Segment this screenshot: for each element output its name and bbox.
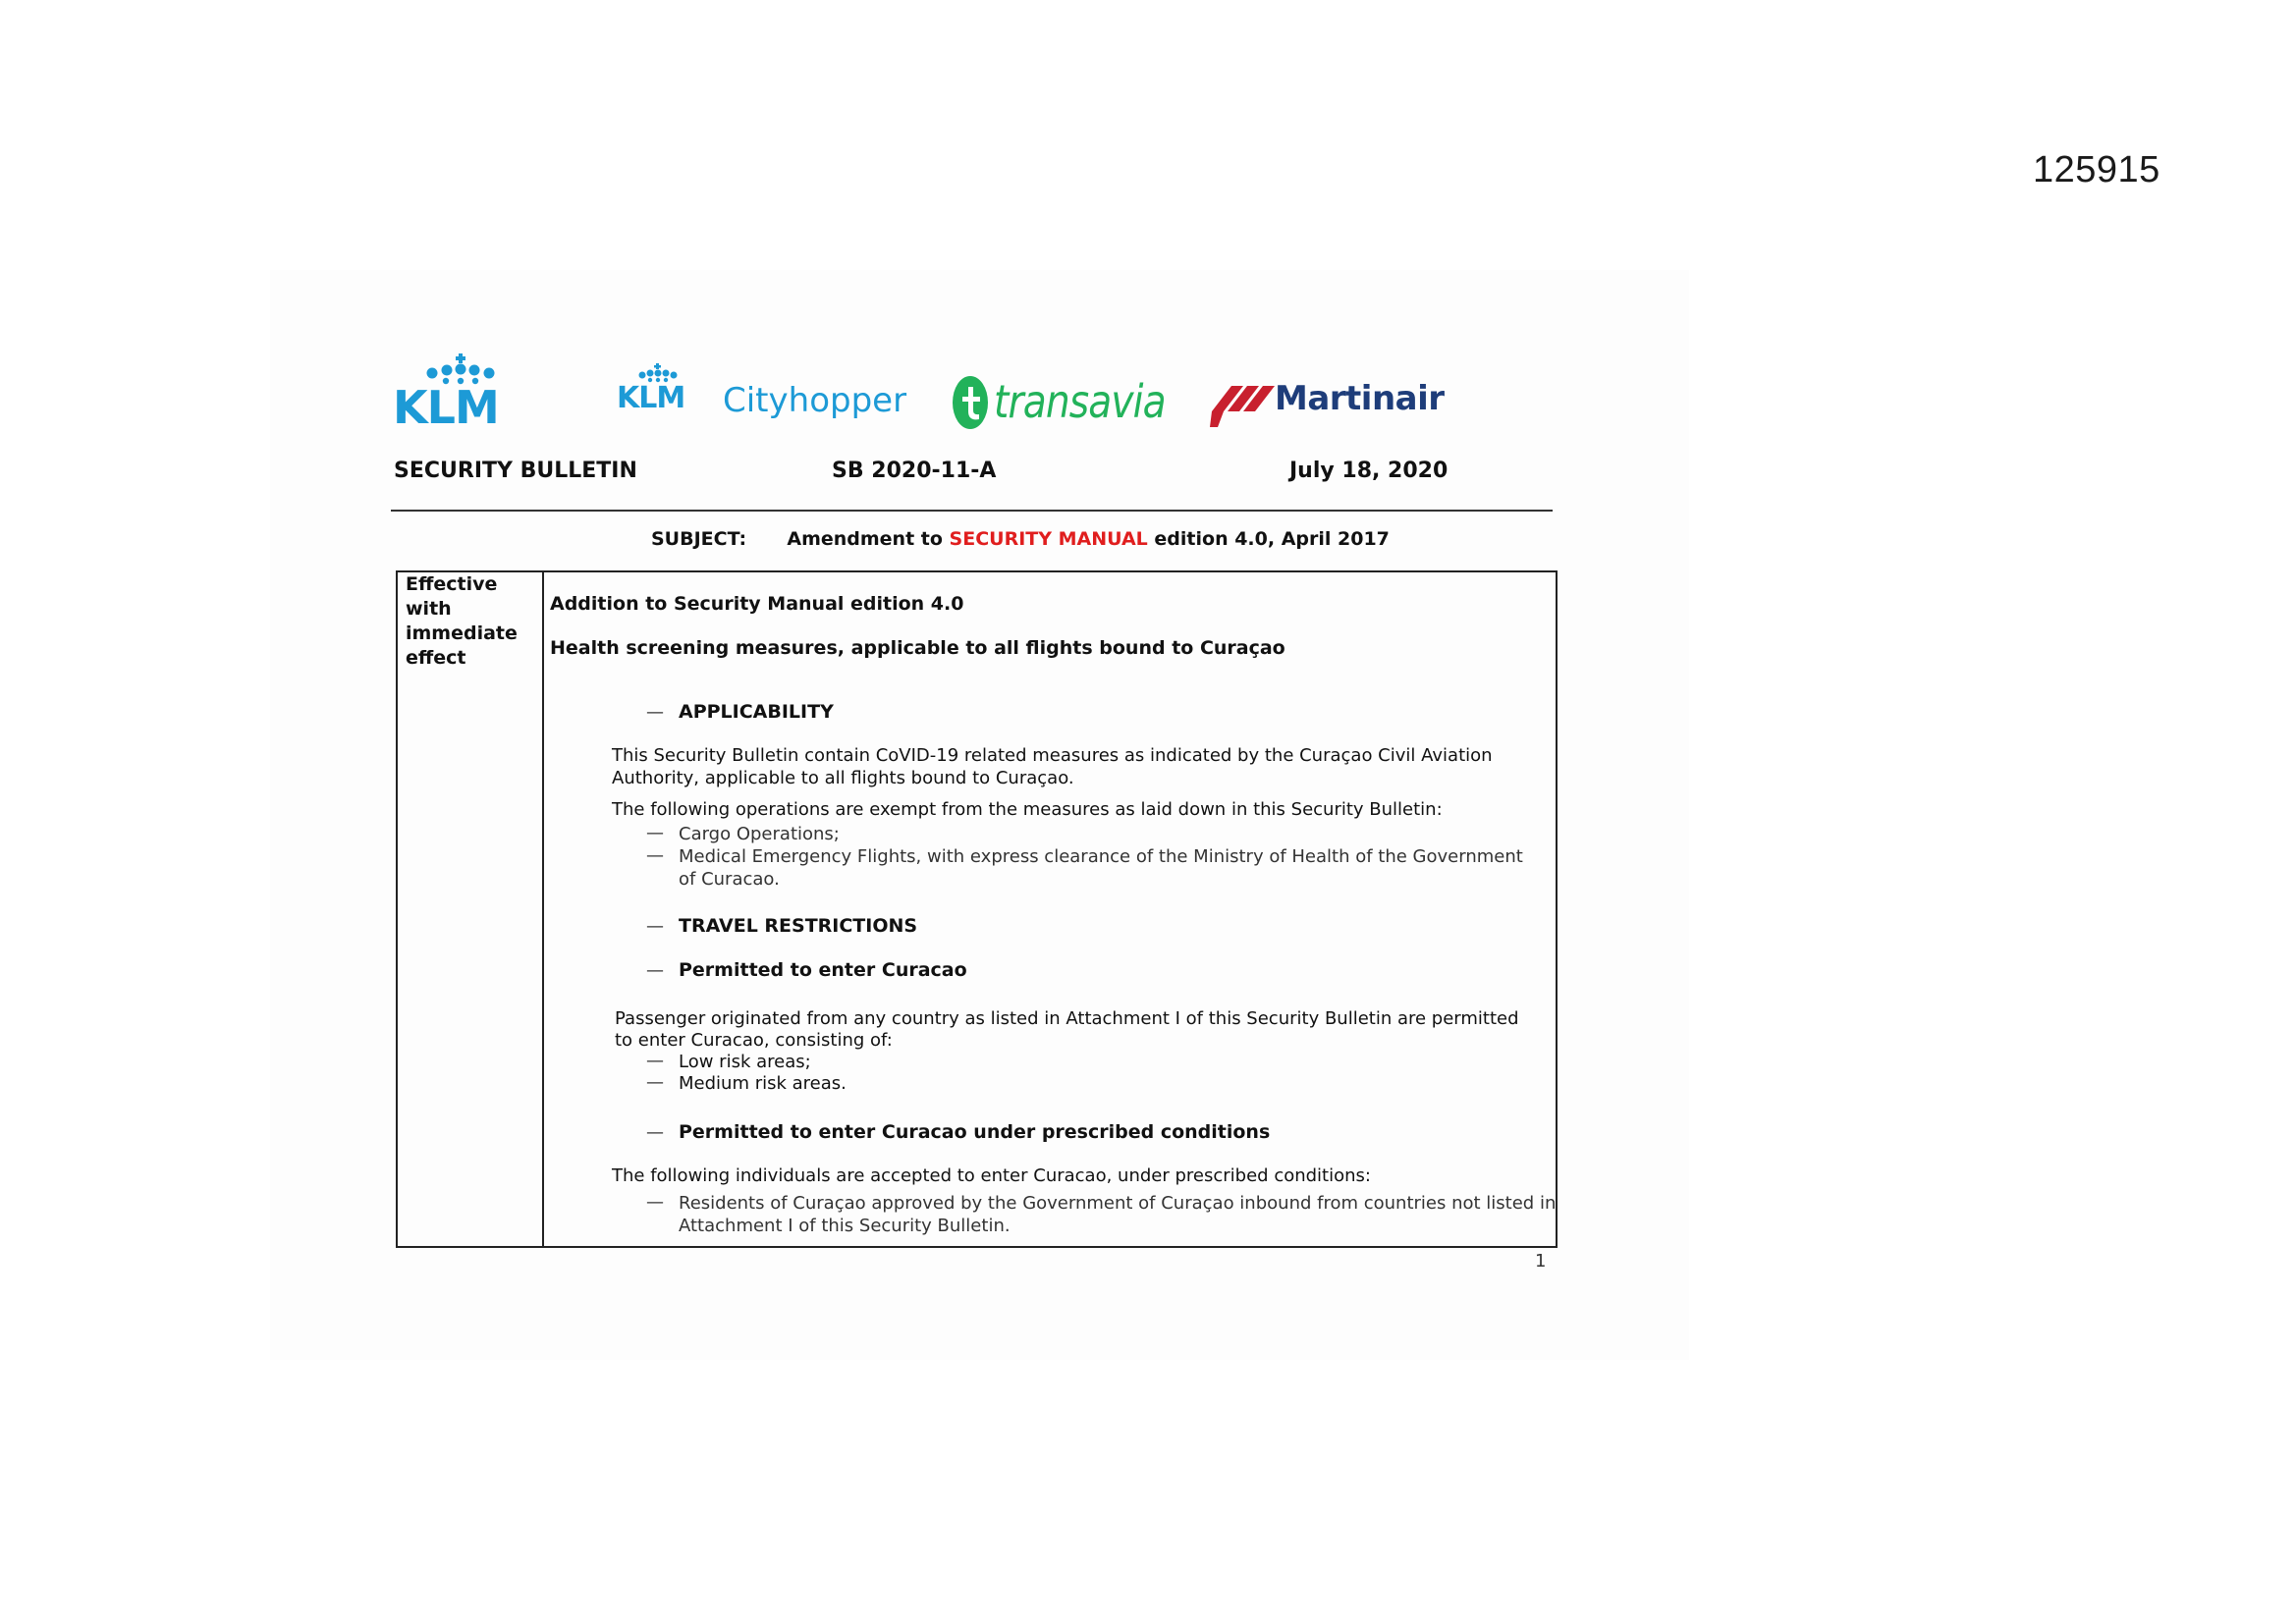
subject-line [651,528,1390,550]
permitted-item: Low risk areas; [679,1052,811,1072]
bulletin-table [396,570,1558,1248]
conditions-title: Permitted to enter Curacao under prescribed conditions [679,1121,1271,1143]
exempt-item: Cargo Operations; [679,824,840,844]
travel-restrictions-title: TRAVEL RESTRICTIONS [679,915,918,937]
conditions-item: Residents of Curaçao approved by the Government of Curaçao inbound from countries not listed in [679,1193,1557,1214]
martinair-wordmark: Martinair [1275,379,1445,418]
permitted-text: Passenger originated from any country as listed in Attachment I of this Security Bulletin are permitted [615,1008,1519,1029]
subject-suffix: edition 4.0, April 2017 [1154,528,1390,550]
section-heading: Addition to Security Manual edition 4.0 [550,593,964,615]
page-number: 1 [1535,1251,1547,1272]
bulletin-date: July 18, 2020 [1289,459,1449,483]
conditions-intro: The following individuals are accepted to enter Curacao, under prescribed conditions: [612,1165,1371,1186]
martinair-stripes-icon [1206,378,1277,433]
effective-line: immediate [406,623,518,644]
klm-wordmark: KLM [393,381,499,434]
permitted-item: Medium risk areas. [679,1073,847,1094]
dash-bullet: — [646,1122,664,1143]
subject-label: SUBJECT: [651,528,747,550]
klm-logo [391,353,543,434]
dash-bullet: — [646,916,664,937]
effective-line: effect [406,647,466,669]
permitted-text: to enter Curacao, consisting of: [615,1030,893,1051]
klm-cityhopper-logo [617,363,907,422]
subject-highlight: SECURITY MANUAL [949,528,1148,550]
martinair-logo [1206,378,1451,435]
permitted-title: Permitted to enter Curacao [679,959,967,981]
exempt-intro: The following operations are exempt from the measures as laid down in this Security Bulletin: [612,799,1443,820]
crown-icon [636,363,680,383]
dash-bullet: — [646,845,664,866]
dash-bullet: — [646,1051,664,1071]
dash-bullet: — [646,1072,664,1093]
header-rule [391,510,1553,512]
section-heading: Health screening measures, applicable to all flights bound to Curaçao [550,637,1285,659]
effective-line: Effective [406,573,498,595]
effective-line: with [406,598,452,620]
applicability-title: APPLICABILITY [679,701,834,723]
conditions-item: Attachment I of this Security Bulletin. [679,1216,1011,1236]
applicability-text: This Security Bulletin contain CoVID-19 related measures as indicated by the Curaçao Civil Aviation [612,745,1493,766]
cityhopper-wordmark: Cityhopper [723,381,907,420]
dash-bullet: — [646,1192,664,1213]
applicability-text: Authority, applicable to all flights bound to Curaçao. [612,768,1074,788]
dash-bullet: — [646,960,664,981]
bulletin-id: SB 2020-11-A [832,459,997,483]
exempt-item: of Curacao. [679,869,780,890]
subject-prefix: Amendment to [787,528,943,550]
transavia-wordmark: transavia [994,375,1166,428]
klm-wordmark: KLM [617,381,685,415]
document-number: 125915 [2033,149,2160,190]
effective-cell [406,572,538,671]
transavia-logo [951,375,1166,436]
column-divider [542,572,544,1246]
bulletin-title: SECURITY BULLETIN [394,459,637,483]
transavia-t-icon [951,375,990,430]
exempt-item: Medical Emergency Flights, with express clearance of the Ministry of Health of the Government [679,846,1523,867]
dash-bullet: — [646,702,664,723]
dash-bullet: — [646,823,664,843]
